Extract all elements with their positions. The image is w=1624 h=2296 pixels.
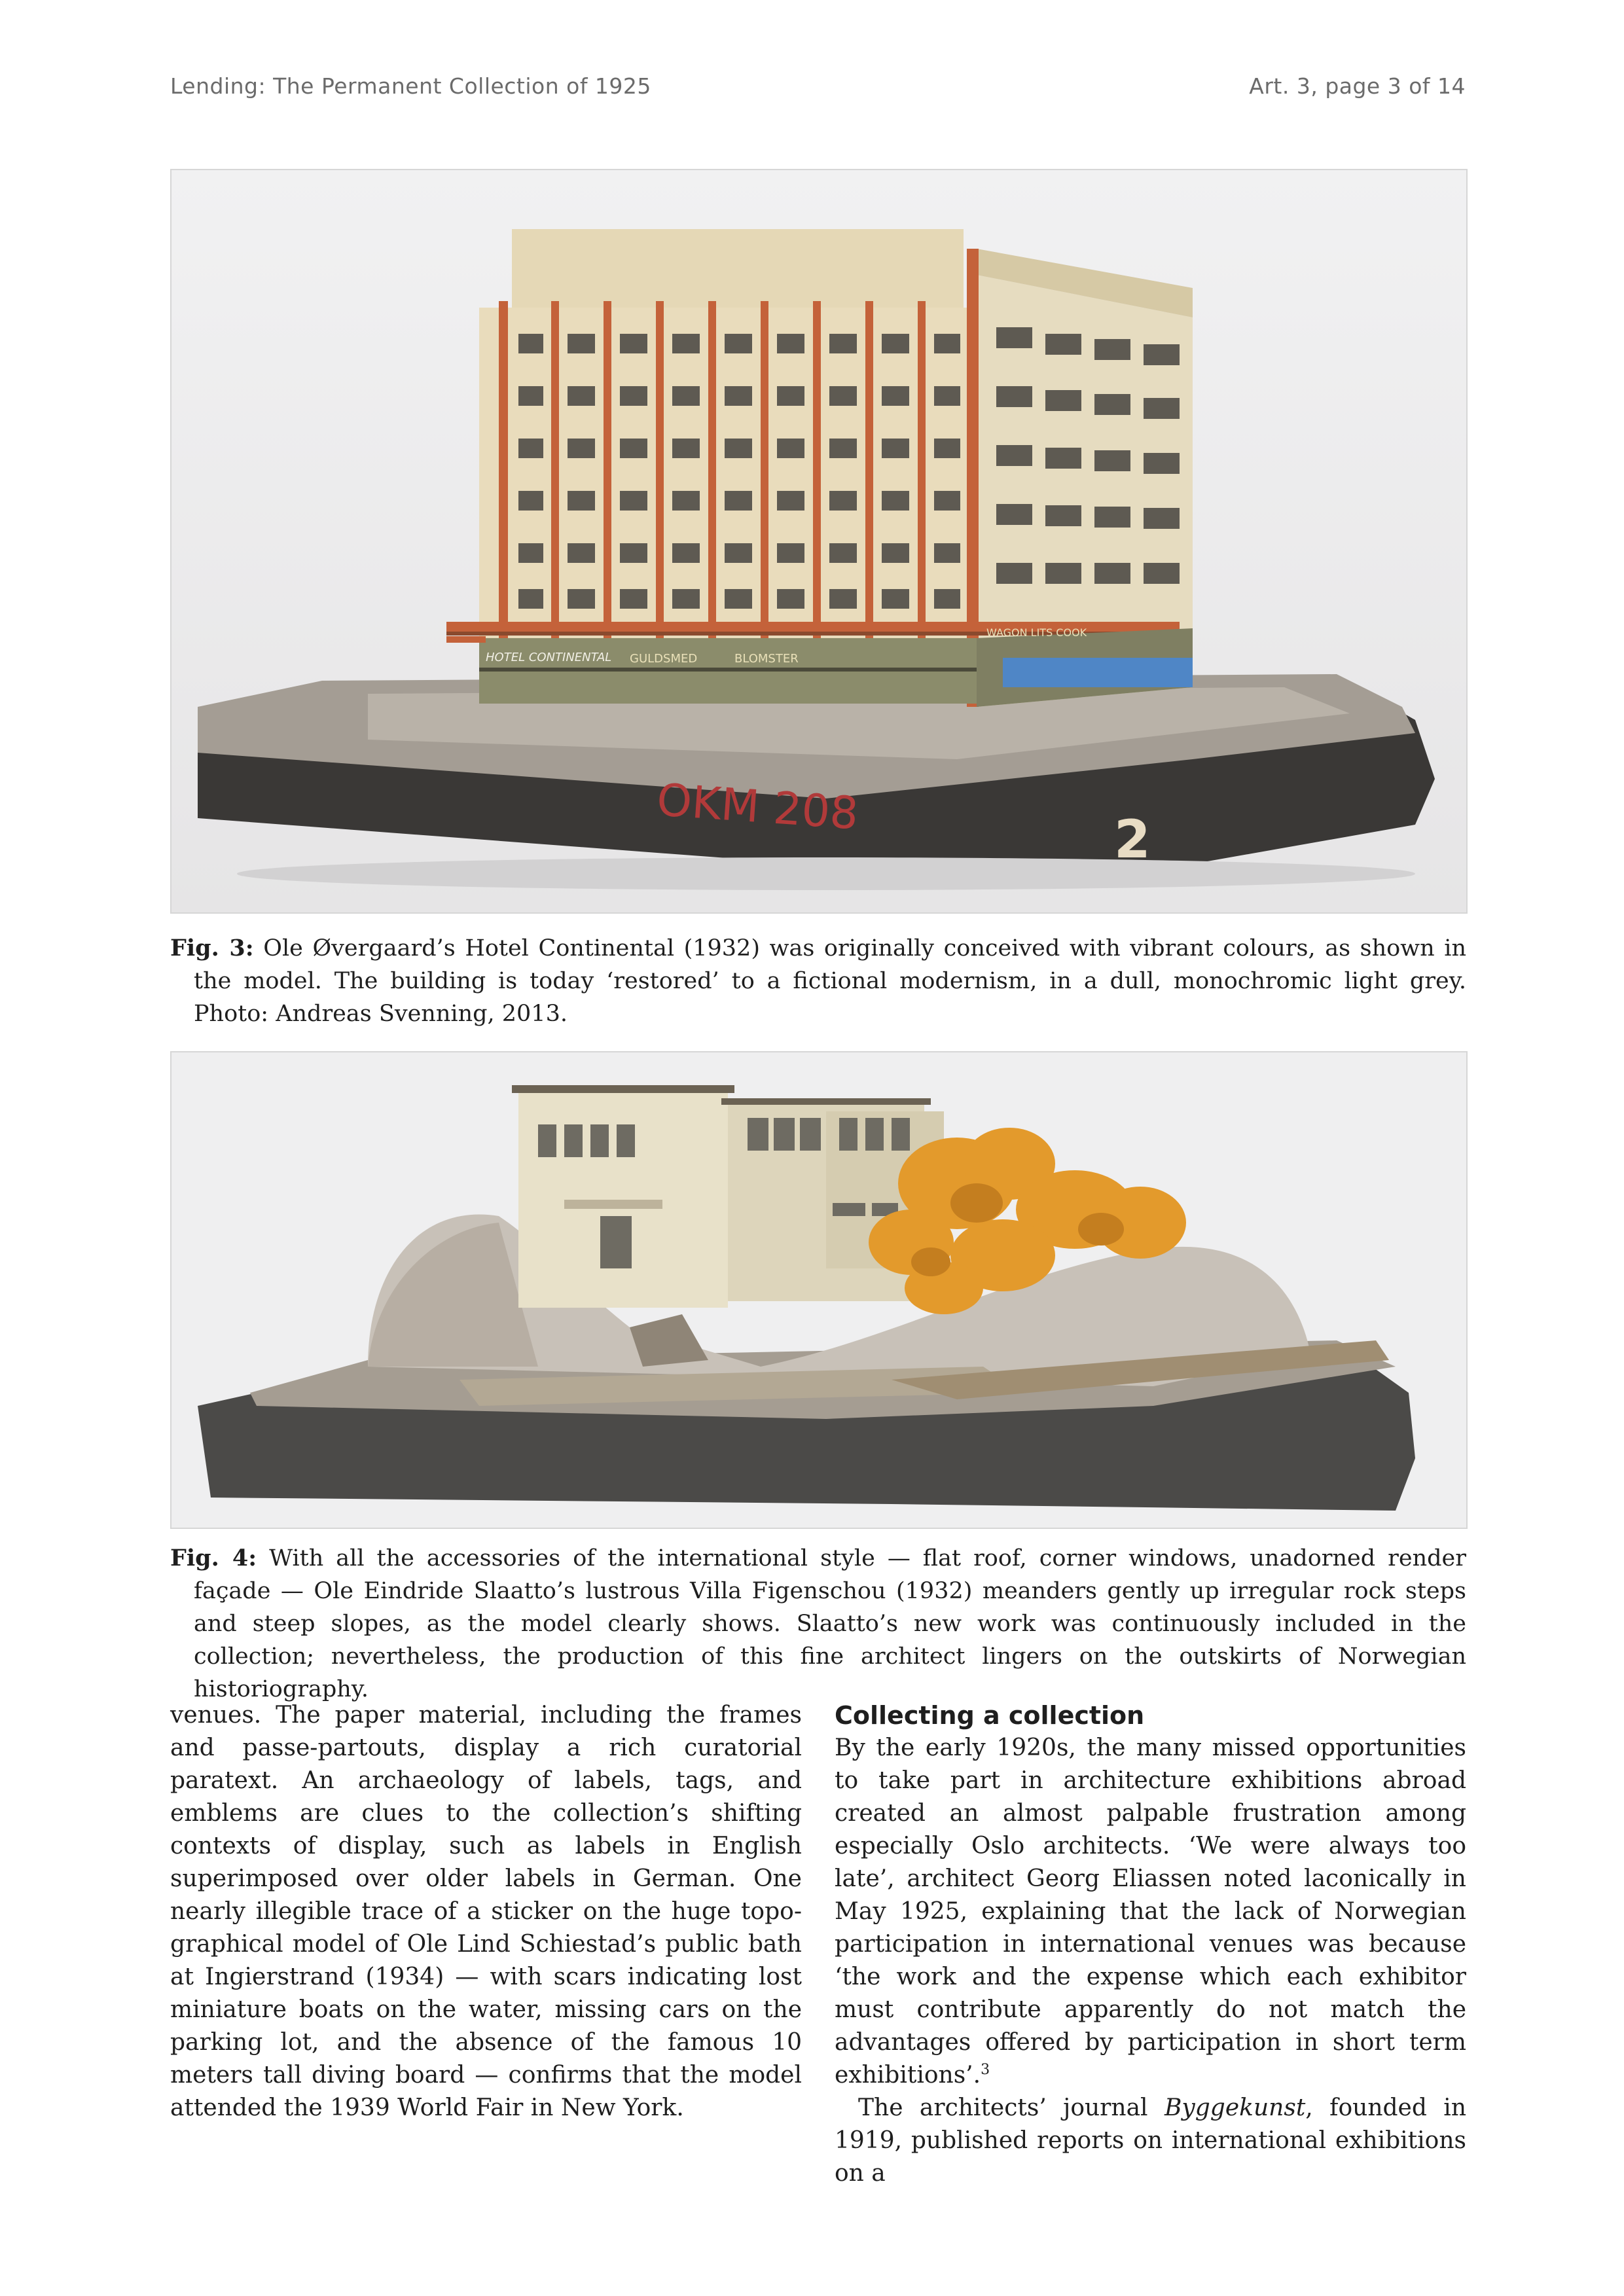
figure-4-photo — [170, 1051, 1468, 1529]
body-paragraph-text: , founded in 1919, published reports on international exhibitions on a — [835, 2094, 1467, 2187]
facade-sign-hotel: HOTEL CONTINENTAL — [486, 651, 612, 664]
body-paragraph: venues. The paper material, including the frames and passe-partouts, display a rich curatorial paratext. An archaeology of labels, tags, and emblems are clues to the collection’s shifting contexts of display, such as labels in English superimposed over older labels in German. One nearly illegible trace of a sticker on the huge topographical model of Ole Lind Schiestad’s public bath at Ingierstrand (1934) — with scars indicating lost miniature boats on the water, missing cars on the parking lot, and the absence of the famous 10 meters tall diving board — confirms that the model attended the 1939 World Fair in New York. — [170, 1702, 802, 2121]
figure-3-photo — [170, 169, 1468, 914]
footnote-reference[interactable]: 3 — [981, 2062, 990, 2078]
facade-sign-wagon-lits: WAGON LITS COOK — [986, 626, 1087, 639]
figure-3-caption — [170, 932, 1466, 1030]
body-column-left — [170, 1699, 802, 2125]
body-paragraph-text: The architects’ journal — [858, 2094, 1164, 2121]
figure-3-caption-text: Ole Øvergaard’s Hotel Continental (1932) was originally conceived with vibrant colours, as shown in the model. The building is today ‘restored’ to a fictional modernism, in a dull, monochromic light grey. Photo: Andreas Svenning, 2013. — [194, 935, 1466, 1027]
facade-sign-blomster: BLOMSTER — [734, 652, 799, 666]
body-paragraph — [835, 1732, 1466, 2092]
facade-sign-guldsmed: GULDSMED — [630, 652, 698, 666]
figure-4-label: Fig. 4: — [170, 1545, 257, 1571]
figure-4-caption — [170, 1542, 1466, 1706]
journal-title: Byggekunst — [1164, 2094, 1306, 2121]
body-paragraph — [835, 2092, 1466, 2190]
running-head-page: Art. 3, page 3 of 14 — [1249, 73, 1466, 99]
section-heading: Collecting a collection — [835, 1701, 1145, 1730]
body-paragraph-text: By the early 1920s, the many missed opportunities to take part in architecture exhibitions abroad created an almost palpable frustration among especially Oslo architects. ‘We were always too late’, architect Georg Eliassen noted laconically in May 1925, explaining that the lack of Norwegian participation in international venues was because ‘the work and the expense which each exhibitor must contribute apparently do not match the advantages offered by participation in short term exhibitions’. — [835, 1734, 1466, 2089]
figure-3-label: Fig. 3: — [170, 935, 254, 961]
body-column-right — [835, 1699, 1466, 2190]
model-inventory-label: OKM 208 — [655, 774, 860, 840]
base-number-label: 2 — [1114, 809, 1151, 870]
figure-4-caption-text: With all the accessories of the international style — flat roof, corner windows, unadorned render façade — Ole Eindride Slaatto’s lustrous Villa Figenschou (1932) meanders gently up irregular rock steps and steep slopes, as the model clearly shows. Slaatto’s new work was continuously included in the collection; nevertheless, the production of this fine architect lingers on the outskirts of Norwegian historiography. — [194, 1545, 1467, 1702]
running-head-title: Lending: The Permanent Collection of 1925 — [170, 73, 651, 99]
